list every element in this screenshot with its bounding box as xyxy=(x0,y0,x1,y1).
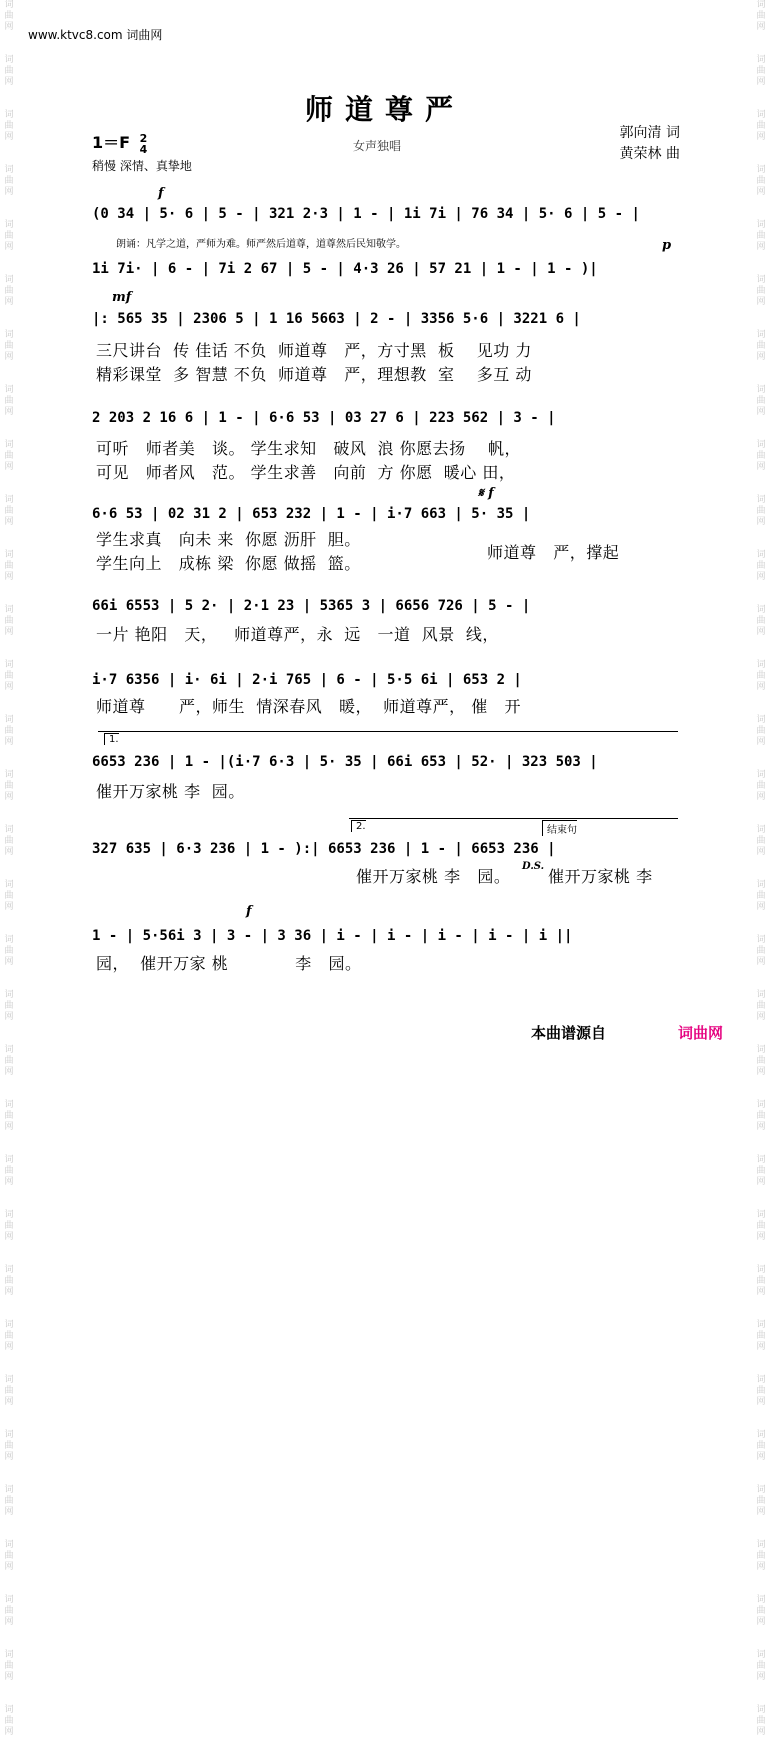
time-bottom: 4 xyxy=(139,142,148,156)
dynamic-f-final: f xyxy=(246,904,252,919)
lyric-row-9-ending: 催开万家桃 李 xyxy=(548,867,653,886)
volta-2-label: 2. xyxy=(351,820,366,832)
key-signature xyxy=(92,130,147,155)
dynamic-mf: mf xyxy=(112,290,132,305)
segno-mark: 𝄋 f xyxy=(478,486,494,501)
score-row-6: 66i 6553 | 5 2· | 2·1 23 | 5365 3 | 6656 726 | 5 - | xyxy=(92,598,531,614)
recitation-text: 朗诵：凡学之道，严师为难。师严然后道尊，道尊然后民知敬学。 xyxy=(116,239,406,250)
lyric-row-4-verse-1: 可听 师者美 谈。 学生求知 破风 浪 你愿去扬 帆， xyxy=(96,439,521,458)
footer-site-link[interactable]: 词曲网 xyxy=(678,1024,724,1042)
time-top: 2 xyxy=(139,131,148,145)
score-row-1: (0 34 | 5· 6 | 5 - | 321 2·3 | 1 - | 1i 7i | 76 34 | 5· 6 | 5 - | xyxy=(92,206,640,222)
composer-credit: 黄荣林 曲 xyxy=(619,146,680,162)
lyric-row-3-verse-2: 精彩课堂 多 智慧 不负 师道尊 严，理想教 室 多互 动 xyxy=(96,365,532,384)
site-url[interactable]: www.ktvc8.com 词曲网 xyxy=(28,28,163,42)
ending-label: 结束句 xyxy=(542,820,577,836)
watermark-text: 词 曲 网 词 曲 网 词 曲 网 词 曲 网 词 曲 网 词 曲 网 词 曲 网 词 曲 网 词 曲 网 词 曲 网 词 曲 网 词 曲 网 词 曲 网 词 曲 网 词 曲 网 词 曲 网 词 曲 网 词 曲 网 词 曲 网 词 曲 网 词 曲 网 词 曲 网 词 曲 网 词 曲 网 词 曲 网 词 曲 网 词 曲 网 词 曲 网 词 曲 网 词 曲 网 词 曲 网 词 曲 网 xyxy=(4,0,14,1737)
lyric-row-5-verse-2: 学生向上 成栋 梁 你愿 做摇 篮。 xyxy=(96,554,361,573)
lyric-row-3-verse-1: 三尺讲台 传 佳话 不负 师道尊 严，方寸黑 板 见功 力 xyxy=(96,341,532,360)
lyric-row-10: 园， 催开万家 桃 李 园。 xyxy=(96,954,362,973)
watermark-left xyxy=(2,0,16,1737)
score-row-3: |: 565 35 | 2306 5 | 1 16 5663 | 2 - | 3356 5·6 | 3221 6 | xyxy=(92,311,581,327)
lyric-row-7: 师道尊 严，师生 情深春风 暖， 师道尊严， 催 开 xyxy=(96,697,521,716)
performance-type: 女声独唱 xyxy=(353,139,402,153)
time-signature xyxy=(140,133,148,155)
volta-1-label: 1. xyxy=(104,733,119,745)
score-row-5: 6·6 53 | 02 31 2 | 653 232 | 1 - | i·7 663 | 5· 35 | xyxy=(92,506,531,522)
lyric-row-9: 催开万家桃 李 园。 xyxy=(356,867,511,886)
score-row-9: 327 635 | 6·3 236 | 1 - ):| 6653 236 | 1 - | 6653 236 | xyxy=(92,841,556,857)
dynamic-p: p xyxy=(662,238,672,253)
lyric-row-6: 一片 艳阳 天， 师道尊严，永 远 一道 风景 线， xyxy=(96,625,499,644)
volta-2-line xyxy=(349,818,678,819)
tempo-marking: 稍慢 深情、真挚地 xyxy=(92,159,192,173)
score-row-7: i·7 6356 | i· 6i | 2·i 765 | 6 - | 5·5 6i | 653 2 | xyxy=(92,672,522,688)
lyric-row-5-verse-1: 学生求真 向未 来 你愿 沥肝 胆。 xyxy=(96,530,361,549)
lyric-row-4-verse-2: 可见 师者风 范。 学生求善 向前 方 你愿 暖心 田， xyxy=(96,463,516,482)
song-title: 师道尊严 xyxy=(304,93,465,126)
watermark-right xyxy=(754,0,768,1737)
lyric-row-5-chorus: 师道尊 严，撑起 xyxy=(487,543,620,562)
lyric-row-8: 催开万家桃 李 园。 xyxy=(96,782,245,801)
key-label: 1＝F xyxy=(92,133,131,152)
lyricist-credit: 郭向清 词 xyxy=(619,125,680,141)
score-row-2: 1i 7i· | 6 - | 7i 2 67 | 5 - | 4·3 26 | 57 21 | 1 - | 1 - )| xyxy=(92,261,598,277)
footer-source-label: 本曲谱源自 xyxy=(531,1024,607,1042)
score-row-8: 6653 236 | 1 - |(i·7 6·3 | 5· 35 | 66i 653 | 52· | 323 503 | xyxy=(92,754,598,770)
watermark-text: 词 曲 网 词 曲 网 词 曲 网 词 曲 网 词 曲 网 词 曲 网 词 曲 网 词 曲 网 词 曲 网 词 曲 网 词 曲 网 词 曲 网 词 曲 网 词 曲 网 词 曲 网 词 曲 网 词 曲 网 词 曲 网 词 曲 网 词 曲 网 词 曲 网 词 曲 网 词 曲 网 词 曲 网 词 曲 网 词 曲 网 词 曲 网 词 曲 网 词 曲 网 词 曲 网 词 曲 网 词 曲 网 xyxy=(756,0,766,1737)
score-row-10: 1 - | 5·56i 3 | 3 - | 3 36 | i - | i - | i - | i - | i || xyxy=(92,928,573,944)
score-row-4: 2 203 2 16 6 | 1 - | 6·6 53 | 03 27 6 | 223 562 | 3 - | xyxy=(92,410,556,426)
dynamic-f: f xyxy=(158,186,164,201)
ds-mark: D.S. xyxy=(522,861,545,872)
volta-1-line xyxy=(98,731,678,732)
